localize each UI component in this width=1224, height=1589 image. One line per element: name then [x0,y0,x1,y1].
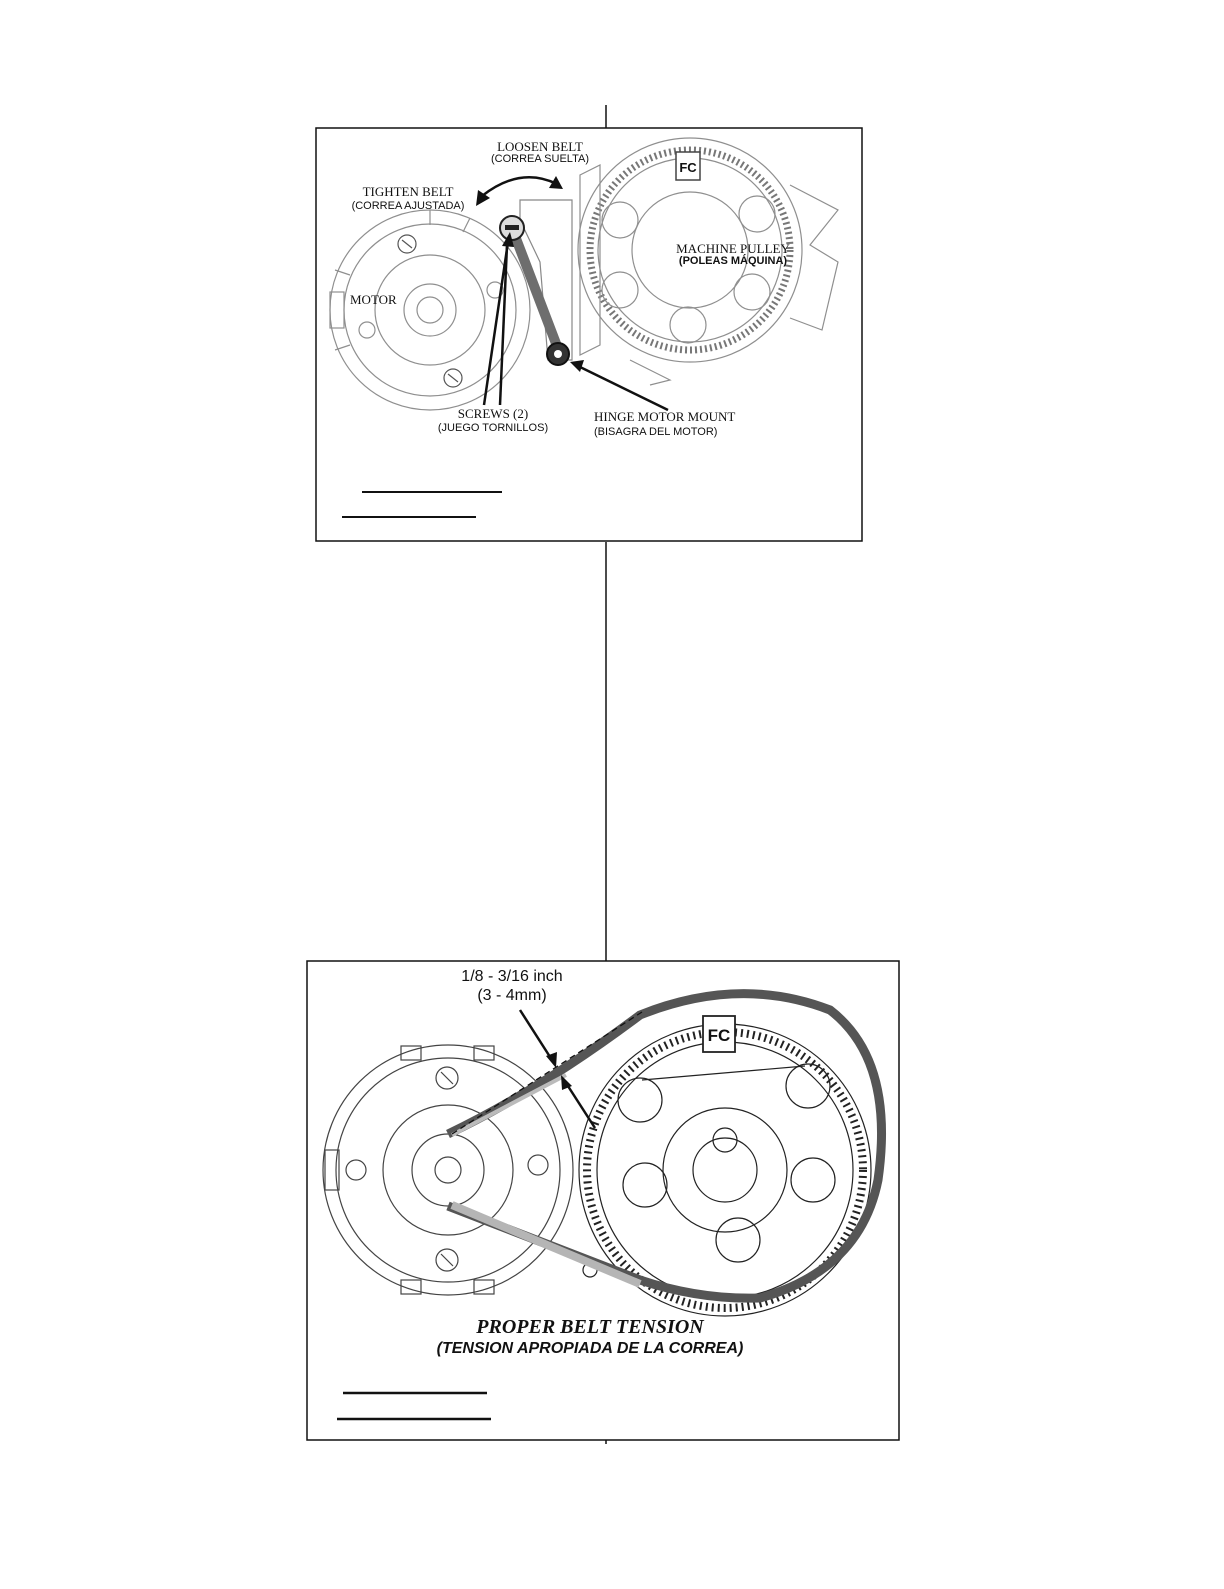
screws-label-es: (JUEGO TORNILLOS) [437,422,549,434]
fc-logo [676,152,700,180]
screws-label: SCREWS (2) [457,406,529,421]
hinge-motor-mount-label-es: (BISAGRA DEL MOTOR) [594,426,718,438]
figure2-title-es: (TENSION APROPIADA DE LA CORREA) [436,1340,744,1357]
machine-pulley-label: MACHINE PULLEY [676,241,790,256]
figure2-title: PROPER BELT TENSION [476,1316,704,1338]
hinge-motor-mount-label: HINGE MOTOR MOUNT [594,409,736,424]
svg-text:FC: FC [679,160,697,175]
deflection-label: 1/8 - 3/16 inch [461,968,563,985]
adjustment-screw-icon [500,216,524,240]
fc-logo-text: FC [707,1026,731,1045]
figure-belt-adjustment [316,128,862,541]
motor-label: MOTOR [350,292,397,307]
deflection-metric-label: (3 - 4mm) [477,987,547,1004]
tighten-belt-label: TIGHTEN BELT [362,184,454,199]
hinge-pivot-icon [547,343,569,365]
machine-pulley-label-es: (POLEAS MÁQUINA) [678,255,788,267]
figure2-frame [307,961,899,1440]
figure-belt-tension [307,961,899,1440]
loosen-belt-label-es: (CORREA SUELTA) [491,153,589,165]
fc-logo-2 [703,1016,735,1052]
tighten-belt-label-es: (CORREA AJUSTADA) [351,200,465,212]
loosen-belt-label: LOOSEN BELT [497,139,583,154]
